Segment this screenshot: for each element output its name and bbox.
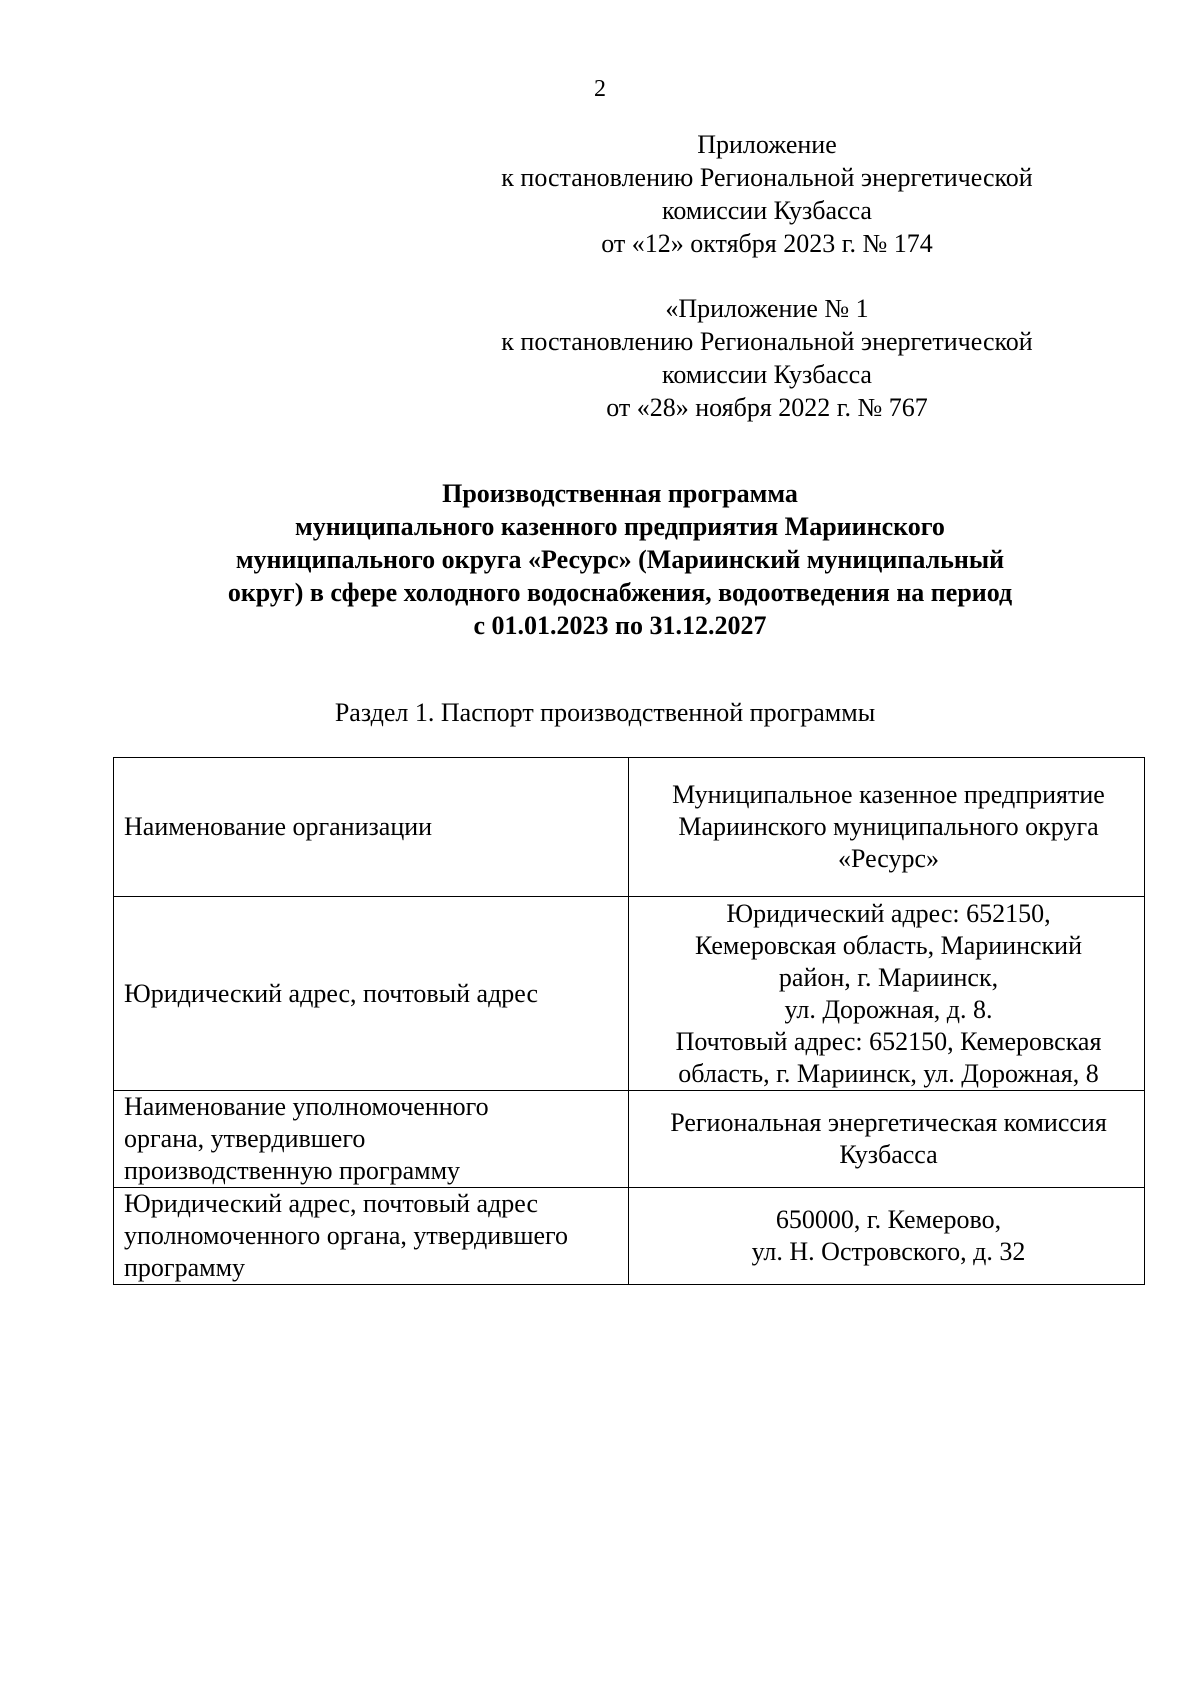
page-number: 2	[594, 76, 606, 102]
approval-line: комиссии Кузбасса	[662, 196, 872, 225]
table-row	[114, 897, 1145, 1091]
row-label	[114, 758, 629, 897]
row-label	[114, 1091, 629, 1188]
row-value	[629, 758, 1145, 897]
cell-line: Кемеровская область, Мариинский	[694, 930, 1083, 960]
cell-line: Кузбасса	[839, 1140, 938, 1169]
cell-line: Почтовый адрес: 652150, Кемеровская	[675, 1026, 1102, 1056]
title-line: муниципального округа «Ресурс» (Мариинский муниципальный	[235, 545, 1005, 574]
cell-line: Наименование уполномоченного	[124, 1092, 489, 1121]
document-title	[120, 477, 1120, 642]
row-value	[629, 1091, 1145, 1188]
cell-line: производственную программу	[124, 1156, 461, 1185]
cell-line: 650000, г. Кемерово,	[775, 1205, 1002, 1234]
approval-line: от «28» ноября 2022 г. № 767	[606, 393, 928, 422]
cell-line: Наименование организации	[124, 812, 433, 841]
row-label	[114, 1188, 629, 1285]
title-line: с 01.01.2023 по 31.12.2027	[473, 611, 767, 640]
cell-line: Юридический адрес, почтовый адрес	[124, 978, 539, 1008]
table-row	[114, 1188, 1145, 1285]
cell-line: Муниципальное казенное предприятие	[672, 780, 1105, 809]
row-label	[114, 897, 629, 1091]
cell-line: Юридический адрес, почтовый адрес	[124, 1189, 539, 1218]
approval-line: комиссии Кузбасса	[662, 360, 872, 389]
cell-line: область, г. Мариинск, ул. Дорожная, 8	[678, 1058, 1099, 1088]
approval-line: Приложение	[697, 130, 837, 159]
passport-table	[113, 757, 1145, 1285]
approval-block-original	[476, 292, 1058, 424]
approval-line: «Приложение № 1	[665, 294, 869, 323]
cell-line: «Ресурс»	[837, 844, 940, 873]
row-value	[629, 1188, 1145, 1285]
cell-line: уполномоченного органа, утвердившего	[124, 1221, 569, 1250]
row-value	[629, 897, 1145, 1091]
section-heading: Раздел 1. Паспорт производственной программы	[334, 698, 876, 727]
approval-line: к постановлению Региональной энергетической	[501, 327, 1033, 356]
approval-block-current	[476, 128, 1058, 260]
cell-line: Юридический адрес: 652150,	[726, 898, 1051, 928]
cell-line: программу	[124, 1253, 246, 1282]
table-row	[114, 758, 1145, 897]
cell-line: органа, утвердившего	[124, 1124, 366, 1153]
cell-line: ул. Н. Островского, д. 32	[751, 1237, 1026, 1266]
cell-line: Мариинского муниципального округа	[678, 812, 1099, 841]
cell-line: ул. Дорожная, д. 8.	[784, 994, 993, 1024]
title-line: Производственная программа	[442, 479, 798, 508]
table-row	[114, 1091, 1145, 1188]
approval-line: к постановлению Региональной энергетической	[501, 163, 1033, 192]
approval-line: от «12» октября 2023 г. № 174	[601, 229, 933, 258]
title-line: муниципального казенного предприятия Мариинского	[295, 512, 945, 541]
cell-line: Региональная энергетическая комиссия	[670, 1108, 1107, 1137]
cell-line: район, г. Мариинск,	[778, 962, 999, 992]
title-line: округ) в сфере холодного водоснабжения, водоотведения на период	[227, 578, 1013, 607]
